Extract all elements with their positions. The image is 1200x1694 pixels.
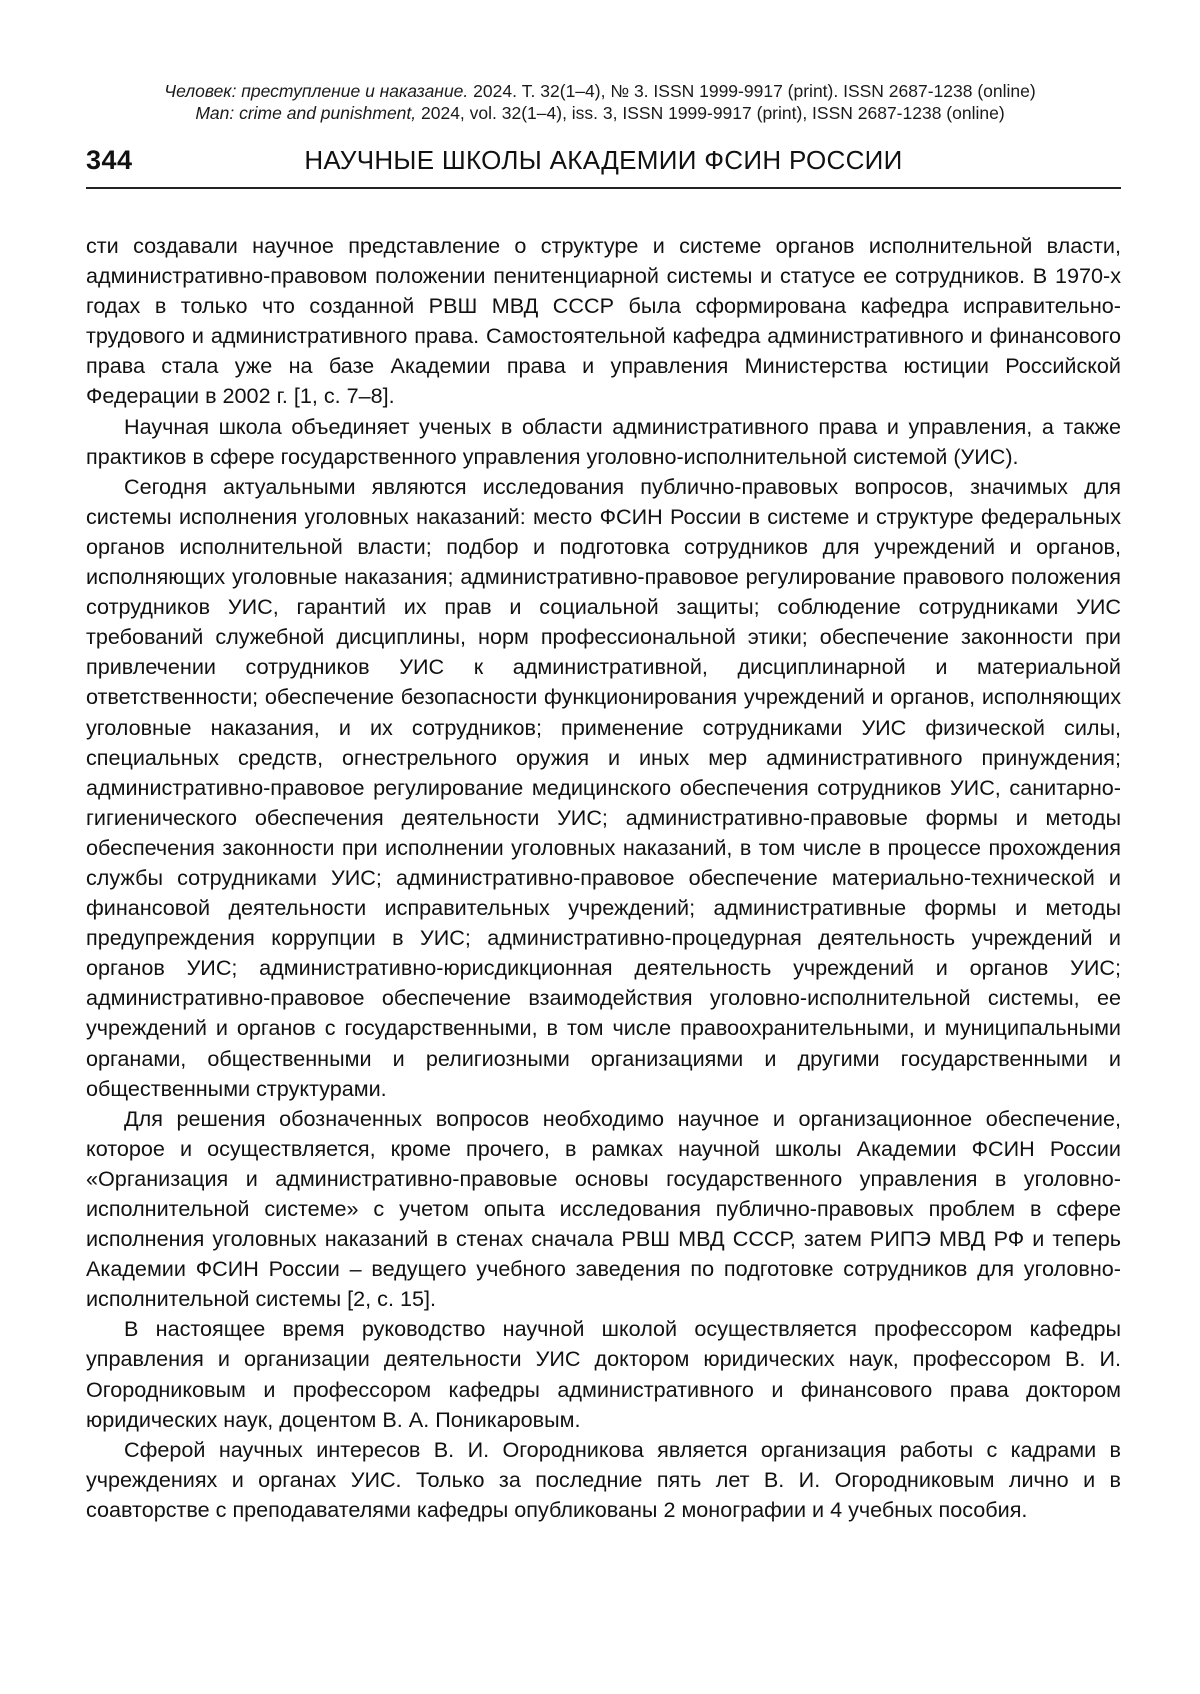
paragraph: Сегодня актуальными являются исследования публично-правовых вопросов, значимых для системы исполнения уголовных наказаний: место ФСИН России в системе и структуре федеральных органов исполнительной власти; подбор и подготовка сотрудников для уч­реждений и органов, исполняющих уголовные наказания; административно-правовое регу­лирование правового положения сотрудников УИС, гарантий их прав и социальной защиты; соблюдение сотрудниками УИС требований служебной дисциплины, норм профессиональ­ной этики; обеспечение законности при привлечении сотрудников УИС к административной, дисциплинарной и материальной ответственности; обеспечение безопасности функцио­нирования учреждений и органов, исполняющих уголовные наказания, и их сотрудников; применение сотрудниками УИС физической силы, специальных средств, огнестрельного оружия и иных мер административного принуждения; административно-правовое регули­рование медицинского обеспечения сотрудников УИС, санитарно-гигиенического обеспе­чения деятельности УИС; административно-правовые формы и методы обеспечения закон­ности при исполнении уголовных наказаний, в том числе в процессе прохождения службы сотрудниками УИС; административно-правовое обеспечение материально-технической и финансовой деятельности исправительных учреждений; административные формы и методы предупреждения коррупции в УИС; административно-процедурная деятельность учреждений и органов УИС; административно-юрисдикционная деятельность учреждений и органов УИС; административно-правовое обеспечение взаимодействия уголовно-испол­нительной системы, ее учреждений и органов с государственными, в том числе правоохра­нительными, и муниципальными органами, общественными и религиозными организациями и другими государственными и общественными структурами. [86,472,1121,1104]
paragraph: Научная школа объединяет ученых в области административного права и управле­ния, а также практиков в сфере государственного управления уголовно-исполнительной системой (УИС). [86,412,1121,472]
journal-title-ru: Человек: преступление и наказание. [164,81,468,101]
journal-details-en: 2024, vol. 32(1–4), iss. 3, ISSN 1999-9917 (print), ISSN 2687-1238 (online) [416,103,1005,123]
journal-title-en: Man: crime and punishment, [195,103,416,123]
paragraph: В настоящее время руководство научной школой осуществляется профессором ка­федры управления и организации деятельности УИС доктором юридических наук, про­фессором В. И. Огородниковым и профессором кафедры административного и финан­сового права доктором юридических наук, доцентом В. А. Поникаровым. [86,1314,1121,1434]
paragraph: Для решения обозначенных вопросов необходимо научное и организационное обе­спечение, которое и осуществляется, кроме прочего, в рамках научной школы Акаде­мии ФСИН России «Организация и административно-правовые основы государствен­ного управления в уголовно-исполнительной системе» с учетом опыта исследования публично-правовых проблем в сфере исполнения уголовных наказаний в стенах сначала РВШ МВД СССР, затем РИПЭ МВД РФ и теперь Академии ФСИН России – ведущего учеб­ного заведения по подготовке сотрудников для уголовно-исполнительной системы [2, с. 15]. [86,1104,1121,1315]
article-body [86,231,1121,1525]
running-head [0,80,1200,124]
journal-details-ru: 2024. Т. 32(1–4), № 3. ISSN 1999-9917 (print). ISSN 2687-1238 (online) [468,81,1035,101]
section-title: НАУЧНЫЕ ШКОЛЫ АКАДЕМИИ ФСИН РОССИИ [86,145,1121,176]
page-number: 344 [86,145,133,176]
paragraph-continuation: сти создавали научное представление о структуре и системе органов исполнительной власти, административно-правовом положении пенитенциарной системы и статусе ее сотрудников. В 1970-х годах в только что созданной РВШ МВД СССР была сформирова­на кафедра исправительно-трудового и административного права. Самостоятельной кафедра административного и финансового права стала уже на базе Академии права и управления Министерства юстиции Российской Федерации в 2002 г. [1, с. 7–8]. [86,231,1121,412]
running-head-en [0,102,1200,124]
page-header [86,143,1121,189]
paragraph: Сферой научных интересов В. И. Огородникова является организация работы с ка­драми в учреждениях и органах УИС. Только за последние пять лет В. И. Огороднико­вым лично и в соавторстве с преподавателями кафедры опубликованы 2 монографии и 4 учебных пособия. [86,1435,1121,1525]
running-head-ru [0,80,1200,102]
